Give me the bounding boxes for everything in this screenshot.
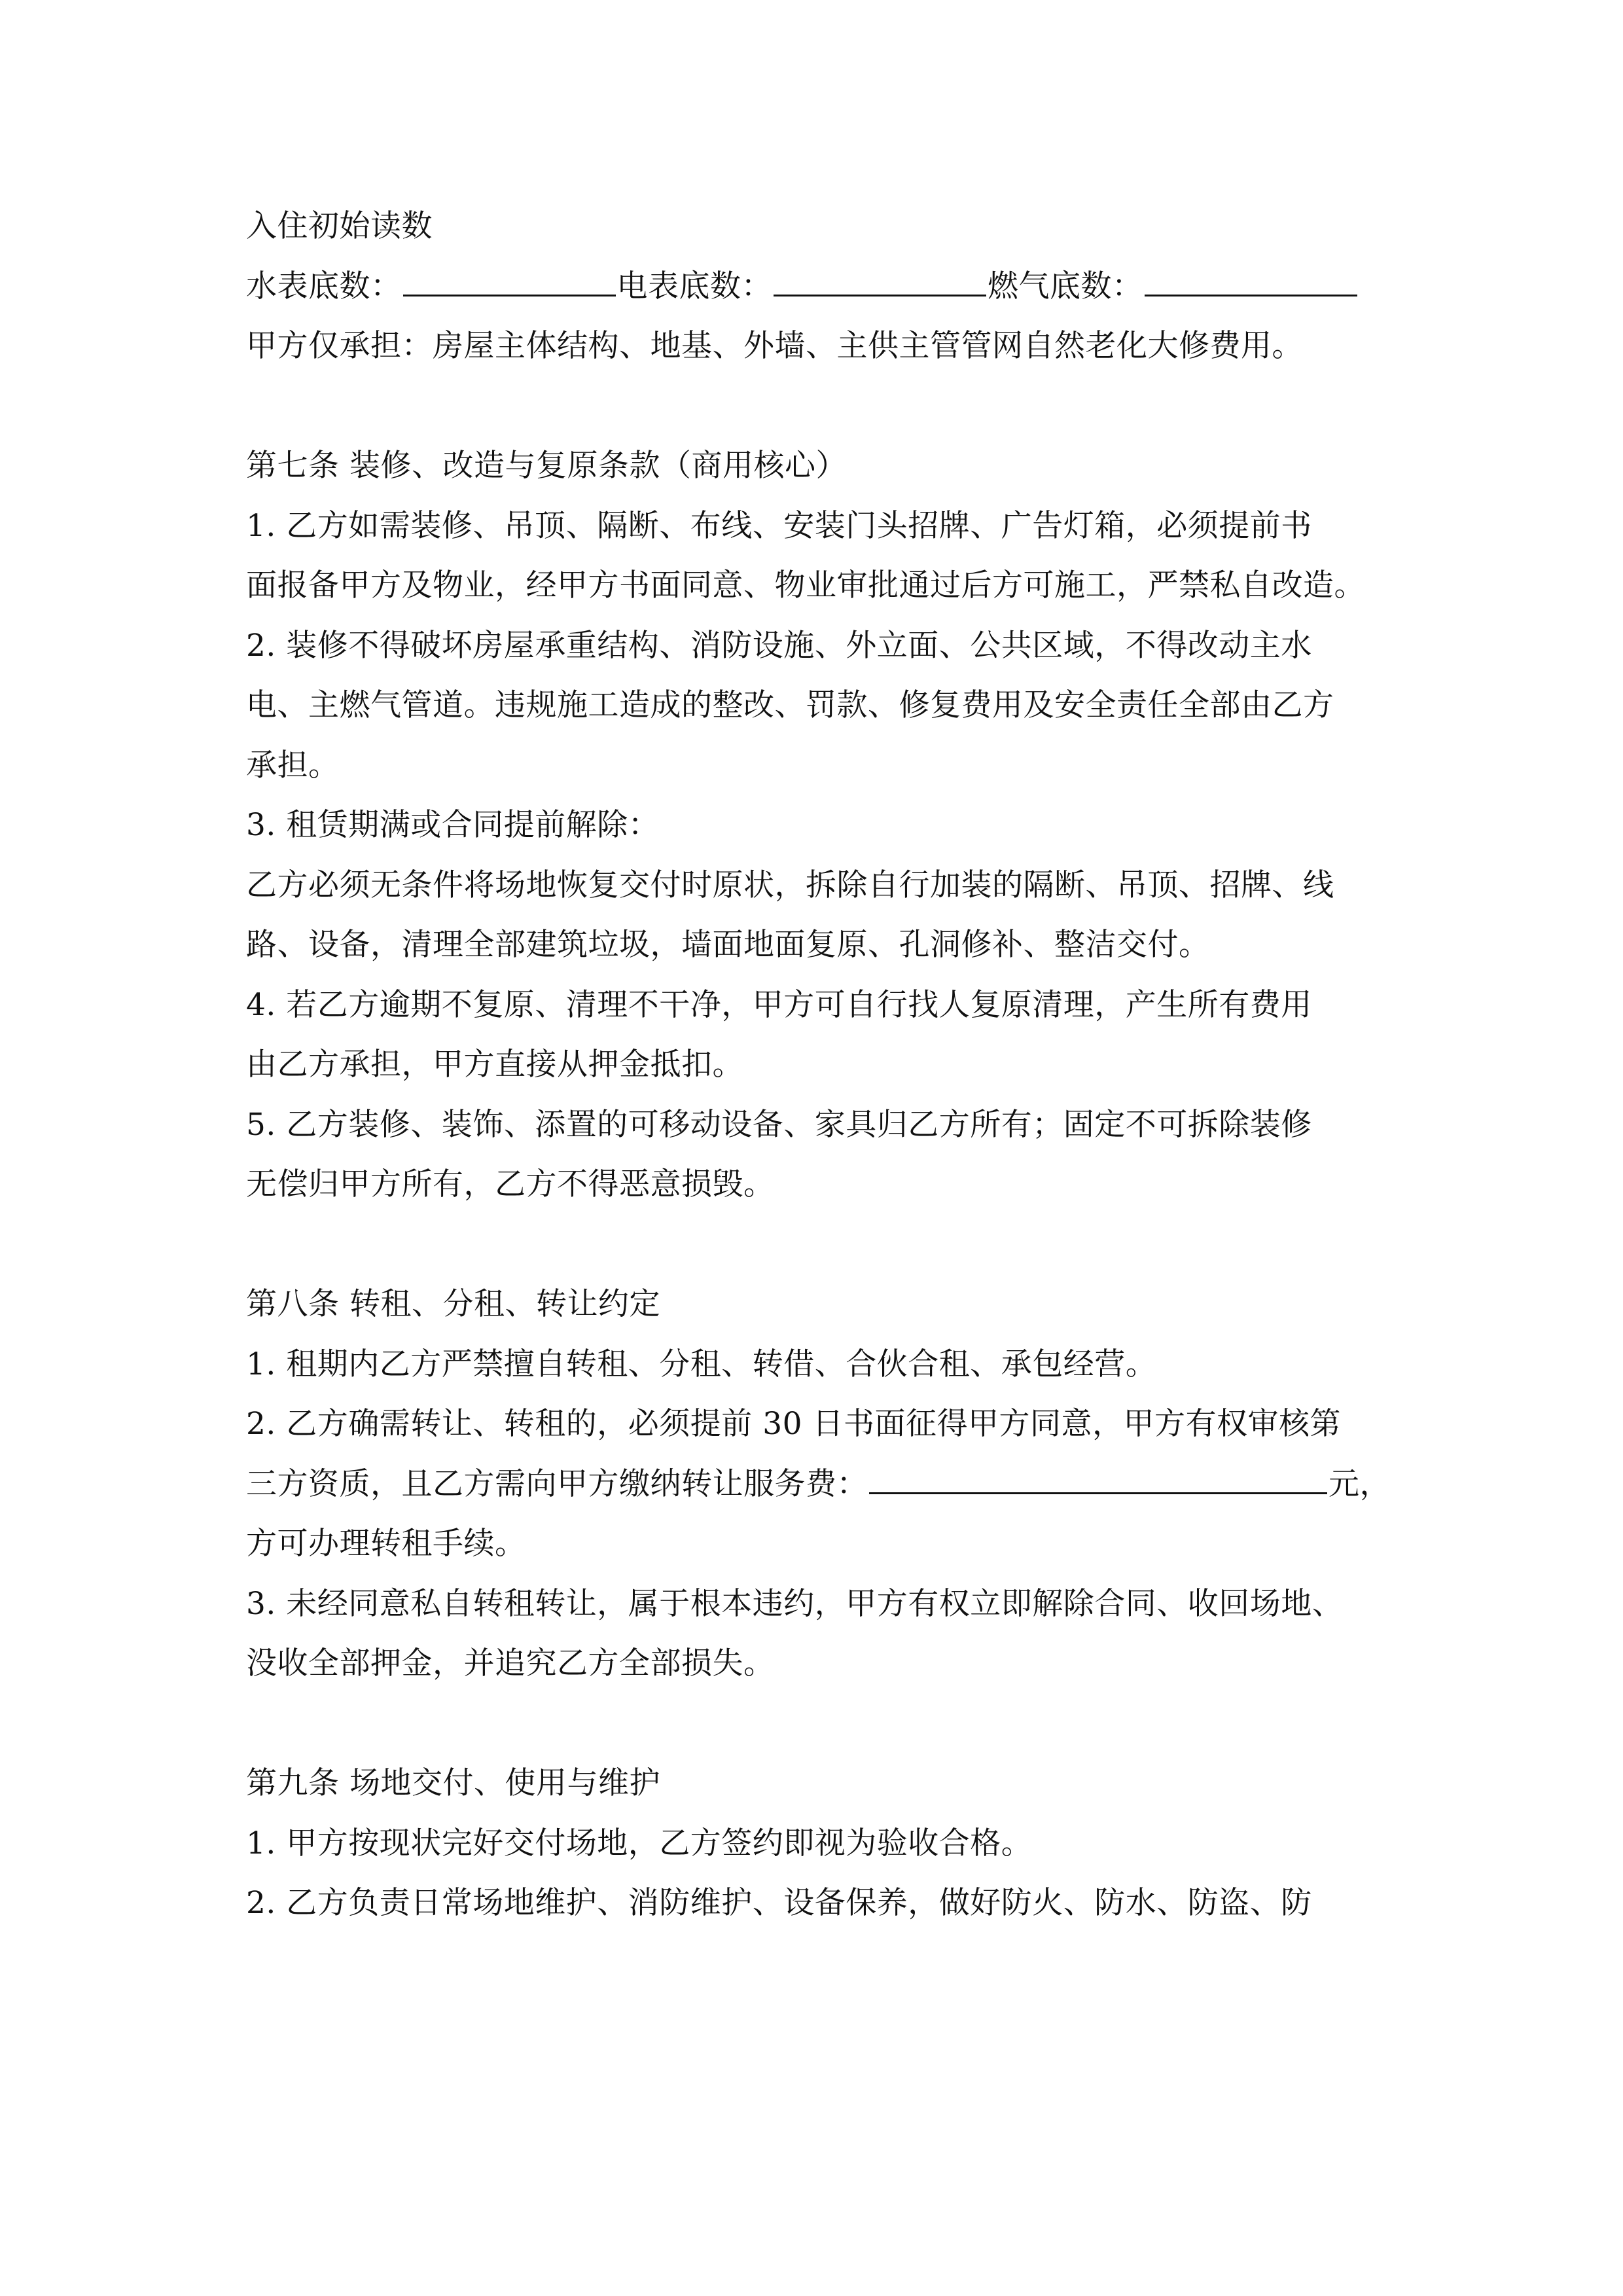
- article-7-line: 1. 乙方如需装修、吊顶、隔断、布线、安装门头招牌、广告灯箱，必须提前书: [246, 507, 1312, 544]
- meter-reading-row: [246, 257, 1385, 317]
- article-9-title: 第九条 场地交付、使用与维护: [246, 1765, 660, 1801]
- electric-meter-label: 电表底数：: [616, 268, 772, 304]
- article-7-line: 3. 租赁期满或合同提前解除：: [246, 807, 660, 843]
- article-9-line: 2. 乙方负责日常场地维护、消防维护、设备保养，做好防火、防水、防盗、防: [246, 1885, 1312, 1921]
- article-7-line: 乙方必须无条件将场地恢复交付时原状，拆除自行加装的隔断、吊顶、招牌、线: [246, 867, 1334, 903]
- article-7-line: 路、设备，清理全部建筑垃圾，墙面地面复原、孔洞修补、整洁交付。: [246, 927, 1210, 963]
- article-7-title: 第七条 装修、改造与复原条款（商用核心）: [246, 448, 847, 484]
- gas-meter-label: 燃气底数：: [988, 268, 1143, 304]
- spacer: [246, 1694, 1385, 1754]
- transfer-fee-blank: [869, 1463, 1327, 1494]
- water-meter-label: 水表底数：: [246, 268, 402, 304]
- transfer-fee-label: 三方资质，且乙方需向甲方缴纳转让服务费：: [246, 1465, 868, 1502]
- meter-reading-title: 入住初始读数: [246, 208, 433, 244]
- article-8-fee-line: [246, 1454, 1391, 1515]
- article-8-title: 第八条 转租、分租、转让约定: [246, 1286, 660, 1322]
- water-meter-blank: [403, 266, 616, 296]
- spacer: [246, 1215, 1385, 1275]
- article-8-line: 3. 未经同意私自转租转让，属于根本违约，甲方有权立即解除合同、收回场地、: [246, 1585, 1344, 1622]
- gas-meter-blank: [1145, 266, 1357, 296]
- article-7-line: 面报备甲方及物业，经甲方书面同意、物业审批通过后方可施工，严禁私自改造。: [246, 567, 1365, 603]
- article-8-line: 方可办理转租手续。: [246, 1526, 526, 1562]
- article-7-line: 无偿归甲方所有，乙方不得恶意损毁。: [246, 1166, 775, 1202]
- article-7-line: 2. 装修不得破坏房屋承重结构、消防设施、外立面、公共区域，不得改动主水: [246, 627, 1312, 664]
- article-8-line: 2. 乙方确需转让、转租的，必须提前 30 日书面征得甲方同意，甲方有权审核第: [246, 1406, 1341, 1442]
- article-7-line: 5. 乙方装修、装饰、添置的可移动设备、家具归乙方所有；固定不可拆除装修: [246, 1106, 1312, 1143]
- article-7-line: 由乙方承担，甲方直接从押金抵扣。: [246, 1047, 743, 1083]
- electric-meter-blank: [774, 266, 986, 296]
- article-8-line: 没收全部押金，并追究乙方全部损失。: [246, 1645, 775, 1681]
- article-7-line: 电、主燃气管道。违规施工造成的整改、罚款、修复费用及安全责任全部由乙方: [246, 687, 1334, 723]
- document-body: [246, 196, 1391, 1933]
- landlord-scope-text: 甲方仅承担：房屋主体结构、地基、外墙、主供主管管网自然老化大修费用。: [246, 328, 1303, 364]
- spacer: [246, 376, 1385, 437]
- article-8-line: 1. 租期内乙方严禁擅自转租、分租、转借、合伙合租、承包经营。: [246, 1346, 1157, 1382]
- article-7-line: 承担。: [246, 747, 340, 783]
- article-9-line: 1. 甲方按现状完好交付场地，乙方签约即视为验收合格。: [246, 1825, 1033, 1861]
- transfer-fee-unit: 元，: [1329, 1465, 1391, 1502]
- article-7-line: 4. 若乙方逾期不复原、清理不干净，甲方可自行找人复原清理，产生所有费用: [246, 986, 1312, 1023]
